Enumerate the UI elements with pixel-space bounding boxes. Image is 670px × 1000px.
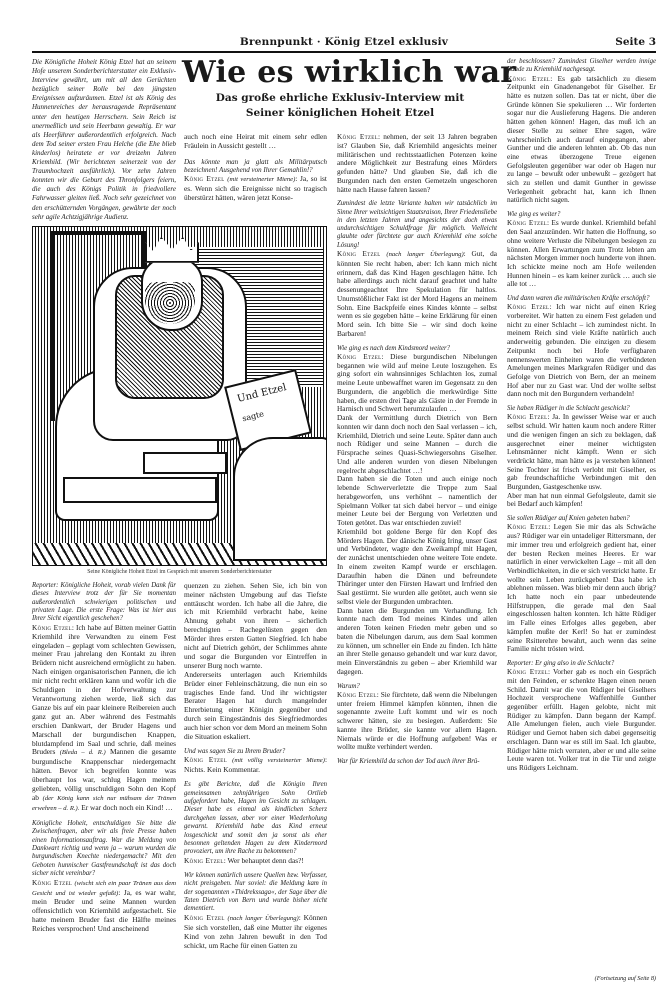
interview-question [32, 820, 176, 879]
question-text: Zumindest die letzte Variante halten wir tatsächlich im Sinne Ihrer weitsichtigen Staatsraison, Ihrer Friedensliebe in den letzten Jahren und angesichts der doch etwas undurchsichtigen Schuldfrage für möglich. Vielleicht glaubte oder fürchtete gar auch Kriemhild eine solche Lösung! [337, 200, 497, 249]
question-text: Reporter: Königliche Hoheit, vorab vielen Dank für dieses Interview trotz der für Sie momentan außerordentlich schwierigen politischen und privaten Lage. Die erste Frage: Was ist hier aus Ihrer Sicht eigentlich geschehen? [32, 581, 176, 623]
column-2-top [184, 133, 327, 203]
column-1-bottom [32, 582, 176, 934]
speaker-label: König Etzel [337, 351, 382, 361]
column-2-bottom [184, 582, 327, 951]
interview-answer: König Etzel: Ich habe auf Bitten meiner Gattin Kriemhild ihre Verwandten zu einem Fest eingeladen – geplagt vom schlechten Gewissen, meiner Frau jahrelang den Kontakt zu ihren Brüdern nicht ausreichend ermöglicht zu haben. Nach einigen organisatorischen Pannen, die ich mir nicht recht erklären kann und wofür ich die Schuldigen in der Hofverwaltung zur Verantwortung ziehen werde, ließ sich das Ganze bis auf ein paar kleinere Reibereien auch ganz gut an. Aber während des Festmahls erschien Dankwart, der Bruder Hagens und Marschall der burgundischen Knappen, blutdampfend im Saal und schrie, daß meines Bruders (Bleda – d. R.) Mannen die gesamte burgundische Knappenschar niedergemacht hätten. Bevor ich begreifen konnte was überhaupt los war, schlug Hagen meinem geliebten, völlig unschuldigen Sohn den Kopf ab (der König kann sich nur mühsam der Tränen erwehren – d. R.). Er war doch noch ein Kind! … [32, 622, 177, 812]
answer-text: Ja, es war wahr, mein Bruder und seine Mannen wurden offensichtlich von Kriemhild aufgestachelt. Sie hatte meinem Bruder fast die Hälfte meines Reiches versprochen! Und anscheinend [32, 887, 176, 934]
speaker-label: König Etzel [507, 218, 548, 228]
article-subtitle-1: Das große ehrliche Exklusiv-Interview mit [215, 92, 465, 104]
page-number: Seite 3 [615, 36, 656, 48]
robe-hem-pattern-lower [63, 477, 217, 503]
scribe-hand-shape [233, 437, 327, 561]
paragraph-text: Aber man hat nun einmal Gefolgsleute, damit sie bei Bedarf auch kämpfen! [507, 490, 656, 509]
paper-text-line2: sagte [241, 408, 265, 424]
section-title: Brennpunkt · König Etzel exklusiv [239, 36, 449, 48]
interview-answer: König Etzel (mit versteinerter Miene): Ja, so ist es. Wenn sich die Ereignisse nicht so tragisch überstürzt hätten, wären jetzt Konse- [184, 174, 327, 202]
speaker-label: König Etzel [184, 912, 225, 922]
answer-text: Wer behauptet denn das?! [227, 855, 304, 865]
interview-answer: König Etzel: Diese burgundischen Nibelungen begannen wie wild auf meine Leute loszugehen. Es ging sofort ein wahnsinniges Schlachten los, zumal meine Leute unbewaffnet waren im Gegensatz zu den Burgundern, die angeblich die merkwürdige Sitte haben, die ersten drei Tage als Gäste in der Fremde in Harnisch und Schwert herumzulaufen … [337, 351, 497, 414]
answer-text: Es gab tatsächlich zu diesem Zeitpunkt ein Gnadenangebot für Giselher. Er hätte es nutzen sollen. Das tat er nicht, über die Gründe können Sie spekulieren … Wir forderten sogar nur die Auslieferung Hagens. Die anderen hätten gehen können! Hagen, das muß ich an dieser Stelle zu seiner Ehre sagen, wäre wahrscheinlich auch darauf eingegangen, aber Gunther und die anderen lehnten ab. Ob das nun eine etwas überzogene Treue eigenen Gefolgsleuten gegenüber war oder ob Hagen nur zu lange – bewußt oder unbewußt – gezögert hat sich zu stellen und damit Gunther in gewisse Verlegenheit gebracht hat, kann ich Ihnen natürlich nicht sagen. [507, 73, 656, 205]
question-text: Wir können natürlich unsere Quellen bzw. Verfasser, nicht preisgeben. Nur soviel: die Meldung kam in der sogenannten »Thidrekssaga«, der Sage über die Taten Dietrich von Bern und wurde bisher nicht dementiert. [184, 871, 327, 913]
question-text: Und dann waren die militärischen Kräfte erschöpft? [507, 295, 650, 303]
running-head [32, 36, 656, 50]
headline-block [182, 55, 517, 120]
speaker-label: König Etzel [507, 412, 548, 422]
paper-text-line1: Und Etzel [236, 381, 288, 405]
answer-text: Ja. In gewisser Weise war er auch selbst schuld. Wir hatten kaum noch andere Ritter und die wenigen fingen an sich zu beklagen, daß ausgerechnet einer meiner wichtigsten Lehnsmänner nicht kämpft. Wenn er sich verdrückt hätte, man hätte es ja verstehen können! Seine Tochter ist frisch verlobt mit Giselher, es gab freundschaftliche Verbindungen mit den Burgunden, Gastgeschenke usw. [507, 412, 656, 492]
interview-answer: König Etzel: Sie fürchtete, daß wenn die Nibelungen unter freiem Himmel kämpfen könnten, ihnen die sogenannte zweite Luft kommt und wir es noch schwerer hätten, sie zu besiegen. Außerdem: Sie kannte ihre Brüder, sie kannte vor allem Hagen. Niemals würde er die Hoffnung aufgeben! Was er wollte mußte verhindert werden. [337, 689, 497, 752]
speaker-label: König Etzel [507, 302, 550, 312]
answer-text: Sie fürchtete, daß wenn die Nibelungen unter freiem Himmel kämpfen könnten, ihnen die sogenannte zweite Luft kommt und wir es noch schwerer hätten, sie zu besiegen. Außerdem: Sie kannte ihre Brüder, sie kannte vor allem Hagen. Niemals würde er die Hoffnung aufgeben! Was er wollte mußte verhindert werden. [337, 689, 497, 752]
interview-answer: König Etzel: Wer behauptet denn das?! [184, 855, 304, 865]
interview-answer: König Etzel: Es gab tatsächlich zu diesem Zeitpunkt ein Gnadenangebot für Giselher. Er hätte es nutzen sollen. Das tat er nicht, über die Gründe können Sie spekulieren … Wir forderten sogar nur die Auslieferung Hagens. Die anderen hätten gehen können! Hagen, das muß ich an dieser Stelle zu seiner Ehre sagen, wäre wahrscheinlich auch darauf eingegangen, aber Gunther und die anderen lehnten ab. Ob das nun eine etwas überzogene Treue eigenen Gefolgsleuten gegenüber war oder ob Hagen nur zu lange – bewußt oder unbewußt – gezögert hat sich zu stellen und damit Gunther in gewisse Verlegenheit gebracht hat, kann ich Ihnen natürlich nicht sagen. [507, 73, 656, 205]
stage-direction: (mit versteinerter Miene) [227, 176, 296, 183]
paragraph-text: Dank der Vermittlung durch Dietrich von Bern konnten wir dann doch noch den Saal verlassen – ich, Kriemhild, Dietrich und seine Leute. Später dann auch noch Rüdiger und seine Mannen – durch die Fürsprache seines Quasi-Schwiegersohns Giselher. Und alle anderen wurden von diesen Nibelungen regelrecht abgeschlachtet …! [337, 413, 497, 475]
question-text: Sie haben Rüdiger in die Schlacht geschickt? [507, 405, 630, 413]
header-divider [32, 51, 656, 53]
interview-question [184, 781, 327, 857]
paragraph-text: Andererseits unterlagen auch Kriemhilds Brüder einer Fehleinschätzung, die nun ein so tragisches Ende fand. Und ihr wichtigster Berater Hagen hat durch mangelnder Ehrerbietung einer Königin gegenüber und durch sein Eingeständnis des Siegfriedmordes auch hier schon vor dem Mord an meinem Sohn die Situation eskaliert. [184, 669, 327, 742]
interview-paragraph [337, 475, 497, 528]
question-text: Es gibt Berichte, daß die Königin Ihren gemeinsamen zehnjährigen Sohn Ortlieb aufgefordert habe, Hagen im Gesicht zu schlagen. Dieser habe es einmal als kindlichen Scherz durchgehen lassen, aber vor einer Wiederholung gewarnt. Kriemhild habe das Kind erneut losgeschickt und somit den ja sonst als eher besonnen geltenden Hagen zu dem Kindermord provoziert, um ihre Rache zu bekommen? [184, 781, 327, 856]
interview-answer: König Etzel: Vorher gab es noch ein Gespräch mit den Feinden, er schenkte Hagen einen neuen Schild. Damit war die von Rüdiger bei Giselhers Hochzeit versprochene Waffenhilfe Gunther gegenüber erfüllt. Hagen gelobte, nicht mit Rüdiger zu kämpfen. Dann begann der Kampf. Alle Amelungen fielen, auch viele Burgunder. Rüdiger und Gernot haben sich dabei gegenseitig erschlagen. Dann war es still im Saal. Ich glaubte, Rüdiger hätte mich verraten, aber er und alle seine Leute waren tot. Volker trat in die Tür und zeigte uns Rüdigers Leichnam. [507, 667, 656, 772]
interview-question [337, 758, 497, 766]
answer-text: Er war doch noch ein Kind! … [81, 802, 173, 812]
speaker-label: König Etzel [337, 249, 381, 259]
question-text: Reporter: Er ging also in die Schlacht? [507, 659, 615, 667]
question-text: Das könnte man ja glatt als Militärputsch bezeichnen! Ausgehend von Ihrer Gemahlin!? [184, 157, 327, 175]
question-text: Wie ging es nach dem Kindsmord weiter? [337, 344, 451, 352]
speaker-label: König Etzel [337, 689, 377, 699]
speaker-label: König Etzel [184, 755, 227, 765]
interview-answer [184, 133, 327, 151]
interview-answer: König Etzel: Legen Sie mir das als Schwäche aus? Rüdiger war ein untadeliger Rittersmann, der mir immer treu und erfolgreich gedient hat, einer der besten Recken meines Heeres. Er war natürlich in einer verwickelten Lage – mit all den Verbindlichkeiten, in die er sich verstrickt hatte. Er wollte sein Leben zurückgeben! Das habe ich ablehnen müssen. Was blieb mir denn auch übrig? Ich hatte noch ein paar unbedeutende Hilfstruppen, die gerade mal den Saal eingeschlossen halten konnten. Ich hätte Rüdiger im Falle eines Erfolges alles gegeben, aber kämpfen mußte der Kerl! So hat er zumindest seine Rsitterehre bewahrt, auch wenn das seine Familie nicht trösten wird. [507, 522, 656, 654]
answer-text: Ich war nicht auf einen Krieg vorbereitet. Wir hatten zu einem Fest geladen und nicht zu einer Schlacht – ich zumindest nicht. In meinem Reich sind viele Kräfte natürlich auch anderweitig gebunden. Die einzigen zu diesem Zeitpunkt noch bei Hofe verfügbaren nennenswerten Einheiten waren die verbündeten Amelungen meines Markgrafen Rüdiger und das Gefolge von Dietrich von Bern, der an meinem Hof aber nur zu Gast war. Und der wollte selbst dann noch mit den Burgundern verhandeln! [507, 302, 656, 399]
answer-text: nehmen, der seit 13 Jahren begraben ist? Glauben Sie, daß Kriemhild angesichts meiner militärischen und rechtsstaatlichen Potenzen keine andere Möglichkeit zur Bestrafung eines Mörders gefunden hätte? Und glauben Sie, daß ich die Burgunden nach den ersten Gemetzeln ungeschoren hätte nach Hause fahren lassen? [337, 132, 497, 194]
interview-question [184, 872, 327, 914]
intro-text: Die Königliche Hoheit König Etzel hat an seinem Hofe unserem Sonderberichterstatter ein Exklusiv-Interview gewährt, um mit all den Gerüchten bezüglich seiner Rolle bei den jüngsten Ereignissen aufzuräumen. Etzel ist als König des Hunnenreiches der herausragende Repräsentant unter den heutigen Herrschern. Sein Reich ist unermeßlich und sein Heerbann gewaltig. Er war als Heerführer außerordentlich erfolgreich. Nach dem Tod seiner ersten Frau Helche (die Ehe blieb kinderlos) heiratete er vor dreizehn Jahren Kriemhild. (Wir berichteten seinerzeit von der Traumhochzeit ausführlich). Vor zehn Jahren konnten wir die Geburt des Thronfolgers feiern, die auch des Königs Politik in friedvollere Fahrwasser gleiten ließ. Noch sehr gezeichnet von den erschütternden Vorgängen, gewährte der noch sehr agile Achtzigjährige Audienz. [32, 58, 176, 221]
answer-text: Ich habe auf Bitten meiner Gattin Kriemhild ihre Verwandten zu einem Fest eingeladen – geplagt vom schlechten Gewissen, meiner Frau jahrelang den Kontakt zu ihren Brüdern nicht ausreichend ermöglicht zu haben. Nach einigen organisatorischen Pannen, die ich mir nicht recht erklären kann und wofür ich die Schuldigen in der Hofverwaltung zur Verantwortung ziehen werde, ließ sich das Ganze bis auf ein paar kleinere Reibereien auch ganz gut an. Aber während des Festmahls erschien Dankwart, der Bruder Hagens und Marschall der burgundischen Knappen, blutdampfend im Saal und schrie, daß meines Bruders [32, 622, 177, 757]
question-text: der beschlossen? Zumindest Giselher werden innige Bande zu Kriemhild nachgesagt. [507, 58, 656, 74]
interview-paragraph [507, 492, 656, 509]
answer-text: Können Sie sich vorstellen, daß eine Mutter ihr eigenes Kind von zehn Jahren bewußt in den Tod schickt, um Rache für einen Gatten zu [184, 912, 328, 950]
question-text: Sie sollen Rüdiger auf Knien gebeten haben? [507, 515, 630, 523]
answer-text: Es wurde dunkel. Kriemhild befahl den Saal anzuzünden. Wir hatten die Hoffnung, so ohne weitere Verluste die Nibelungen besiegen zu können. Allen Erwartungen zum Trotz lebten am nächsten Morgen immer noch hunderte von ihnen. Ich schickte meine noch am Hofe weilenden Hunnen hinein – es kam keiner zurück … auch sie alle tot … [507, 218, 656, 289]
answer-text: Legen Sie mir das als Schwäche aus? Rüdiger war ein untadeliger Rittersmann, der mir immer treu und erfolgreich gedient hat, einer der besten Recken meines Heeres. Er war natürlich in einer verwickelten Lage – mit all den Verbindlichkeiten, in die er sich verstrickt hatte. Er wollte sein Leben zurückgeben! Das habe ich ablehnen müssen. Was blieb mir denn auch übrig? Ich hatte noch ein paar unbedeutende Hilfstruppen, die gerade mal den Saal eingeschlossen halten konnten. Ich hätte Rüdiger im Falle eines Erfolges alles gegeben, aber kämpfen mußte der Kerl! So hat er zumindest seine Rsitterehre bewahrt, auch wenn das seine Familie nicht trösten wird. [507, 522, 656, 654]
speaker-label: König Etzel [507, 667, 548, 677]
stage-direction: (wischt sich ein paar Tränen aus dem Gesicht und ist wieder gefaßt) [32, 879, 176, 897]
interview-answer: König Etzel (wischt sich ein paar Tränen aus dem Gesicht und ist wieder gefaßt): Ja, es war wahr, mein Bruder und seine Mannen wurden offensichtlich von Kriemhild aufgestachelt. Sie hatte meinem Bruder fast die Hälfte meines Reiches versprochen! Und anscheinend [32, 877, 176, 934]
interview-answer: König Etzel: Ich war nicht auf einen Krieg vorbereitet. Wir hatten zu einem Fest geladen und nicht zu einer Schlacht – ich zumindest nicht. In meinem Reich sind viele Kräfte natürlich auch anderweitig gebunden. Die einzigen zu diesem Zeitpunkt noch bei Hofe verfügbaren nennenswerten Einheiten waren die verbündeten Amelungen meines Markgrafen Rüdiger und das Gefolge von Dietrich von Bern, der an meinem Hof aber nur zu Gast war. Und der wollte selbst dann noch mit den Burgundern verhandeln! [507, 302, 656, 399]
interview-paragraph [184, 582, 327, 671]
answer-text: Vorher gab es noch ein Gespräch mit den Feinden, er schenkte Hagen einen neuen Schild. Damit war die von Rüdiger bei Giselhers Hochzeit versprochene Waffenhilfe Gunther gegenüber erfüllt. Hagen gelobte, nicht mit Rüdiger zu kämpfen. Dann begann der Kampf. Alle Amelungen fielen, auch viele Burgunder. Rüdiger und Gernot haben sich dabei gegenseitig erschlagen. Dann war es still im Saal. Ich glaubte, Rüdiger hätte mich verraten, aber er und alle seine Leute waren tot. Volker trat in die Tür und zeigte uns Rüdigers Leichnam. [507, 667, 656, 772]
interview-question [184, 158, 327, 175]
speaker-label: König Etzel [32, 877, 73, 887]
illustration-caption: Seine Königliche Hoheit Etzel im Gespräch mit unserem Sonderberichterstatter [87, 568, 272, 575]
interview-question [32, 582, 176, 624]
paragraph-text: Dann haben sie die Toten und auch einige noch lebende Schwerverletzte die Treppe zum Saal herabgeworfen, uns verhöhnt – namentlich der Spielmann Volker tat sich dabei hervor – und einige meiner Leute bei der Bergung von Verletzten und Toten getötet. Das war entschieden zuviel! [337, 474, 497, 528]
continuation-note: (Fortsetzung auf Seite 8) [594, 975, 656, 982]
stage-direction: (mit völlig versteinerter Miene) [232, 757, 325, 765]
paragraph-text: Dann baten die Burgunden um Verhandlung. Ich konnte nach dem Tod meines Kindes und allen anderen Toten keinen Frieden mehr geben und so baten die Nibelungen darum, aus dem Saal kommen zu können, um schneller ein Ende zu finden. Ich hätte an ihrer Stelle genauso gehandelt und war kurz davor, mein Einverständnis zu geben – aber Kriemhild war dagegen. [337, 605, 497, 676]
illustration-king-etzel [32, 226, 327, 566]
question-text: Königliche Hoheit, entschuldigen Sie bitte die Zwischenfragen, aber wir als freie Presse haben einen Informationsauftrag. War die Meldung von Dankwart richtig und wenn ja – warum wurden die burgundischen Knechte niedergemacht? Mit den Geboten hunnischer Gastfreundschaft ist das doch sicher nicht vereinbar? [32, 819, 176, 878]
answer-text: auch noch eine Heirat mit einem sehr edlen Fräulein in Aussicht gestellt … [184, 132, 327, 150]
question-text: War für Kriemhild da schon der Tod auch ihrer Brü- [337, 758, 480, 766]
speaker-label: König Etzel [184, 855, 224, 865]
interview-answer: König Etzel (nach langer Überlegung): Gut, da könnten Sie recht haben, aber: Ich kann mich nicht erinnern, daß das Kind Hagen geschlagen hätte. Ich habe allerdings auch nicht darauf geachtet und halte dessenungeachtet Ihre Spekulation für haltlos. Unumstößlicher Fakt ist der Mord Hagens an meinem Sohn. Eine Backpfeife eines Kindes könnte – selbst wenn es sie gegeben hätte – keine Erklärung für einen Mord sein. Ich bitte Sie – wir sind doch keine Barbaren! [337, 249, 498, 338]
interview-answer: König Etzel: Ja. In gewisser Weise war er auch selbst schuld. Wir hatten kaum noch andere Ritter und die wenigen fingen an sich zu beklagen, daß ausgerechnet einer meiner wichtigsten Lehnsmänner nicht kämpft. Wenn er sich verdrückt hätte, man hätte es ja verstehen können! Seine Tochter ist frisch verlobt mit Giselher, es gab freundschaftliche Verbindungen mit den Burgunden, Gastgeschenke usw. [507, 412, 656, 492]
speaker-label: König Etzel [184, 174, 225, 183]
answer-text: Gut, da könnten Sie recht haben, aber: Ich kann mich nicht erinnern, daß das Kind Hagen geschlagen hätte. Ich habe allerdings auch nicht darauf geachtet und halte dessenungeachtet Ihre Spekulation für haltlos. Unumstößlicher Fakt ist der Mord Hagens an meinem Sohn. Eine Backpfeife eines Kindes könnte – selbst wenn es sie gegeben hätte – keine Erklärung für einen Mord sein. Ich bitte Sie – wir sind doch keine Barbaren! [337, 249, 498, 338]
interview-answer: König Etzel (mit völlig versteinerter Miene): Nichts. Kein Kommentar. [184, 755, 327, 775]
interview-answer: König Etzel: nehmen, der seit 13 Jahren begraben ist? Glauben Sie, daß Kriemhild angesichts meiner militärischen und rechtsstaatlichen Potenzen keine andere Möglichkeit zur Bestrafung eines Mörders gefunden hätte? Und glauben Sie, daß ich die Burgunden nach den ersten Gemetzeln ungeschoren hätte nach Hause fahren lassen? [337, 132, 497, 194]
interview-paragraph [337, 528, 497, 607]
speaker-label: König Etzel [507, 73, 551, 83]
interview-question [507, 58, 656, 75]
column-4 [507, 58, 656, 773]
question-text: Warum? [337, 682, 360, 690]
interview-paragraph [337, 607, 497, 677]
robe-hem-pattern [143, 452, 227, 474]
article-subtitle-2: Seiner königlichen Hoheit Etzel [245, 107, 435, 119]
interview-paragraph [337, 414, 497, 475]
interview-paragraph [184, 671, 327, 742]
column-3 [337, 133, 497, 766]
paragraph-text: Kriemhild bot goldene Berge für den Kopf des Mörders Hagen. Der dänische König Iring, unser Gast und Verbündeter, wagte den Zweikampf mit Hagen, der zunächst unentschieden ohne weitere Tote endete. In einem zweiten Kampf wurde er erschlagen. Daraufhin haben die Dänen und befreundete Thüringer unter den Fürsten Hawart und Irnfried den Saal gestürmt. Sie wurden alle getötet, auch wenn sie selbst viele der Burgunden umbrachten. [337, 526, 497, 606]
speaker-label: König Etzel [337, 132, 378, 141]
interview-answer: König Etzel (nach langer Überlegung): Können Sie sich vorstellen, daß eine Mutter ihr eigenes Kind von zehn Jahren bewußt in den Tod schickt, um Rache für einen Gatten zu [184, 912, 328, 950]
answer-text: Nichts. Kein Kommentar. [184, 765, 260, 775]
article-title: Wie es wirklich war [182, 55, 517, 90]
speaker-label: König Etzel [32, 622, 72, 632]
paragraph-text: quenzen zu ziehen. Sehen Sie, ich bin von meiner nächsten Umgebung auf das Tiefste enttäuscht worden. Ich habe all die Jahre, die ich mit Kriemhild verbracht habe, keine Ahnung gehabt von ihren – sicherlich berechtigten – Rachegelüsten gegen den Mörder ihres ersten Gatten Siegfried. Ich habe nicht auf Dietrich gehört, der Schlimmes ahnte und sogar die Burgunden vor Eintreffen in unserer Burg noch warnte. [184, 580, 327, 670]
question-text: Und was sagen Sie zu Ihrem Bruder? [184, 748, 286, 755]
answer-text: Ja, so ist es. Wenn sich die Ereignisse nicht so tragisch überstürzt hätten, wären jetzt Konse- [184, 174, 327, 202]
answer-text: Mannen die gesamte burgundische Knappenschar niedergemacht hätten. Bevor ich begreifen konnte was überhaupt los war, schlug Hagen meinem geliebten, völlig unschuldigen Sohn den Kopf ab [32, 747, 176, 802]
interview-answer: König Etzel: Es wurde dunkel. Kriemhild befahl den Saal anzuzünden. Wir hatten die Hoffnung, so ohne weitere Verluste die Nibelungen besiegen zu können. Allen Erwartungen zum Trotz lebten am nächsten Morgen immer noch hunderte von ihnen. Ich schickte meine noch am Hofe weilenden Hunnen hinein – es kam keiner zurück … auch sie alle tot … [507, 218, 656, 289]
stage-direction: (nach langer Überlegung) [386, 251, 464, 259]
stage-direction: (Bleda – d. R.) [59, 749, 106, 757]
interview-question [337, 200, 497, 250]
question-text: Wie ging es weiter? [507, 211, 561, 219]
stage-direction: (der König kann sich nur mühsam der Tränen erwehren – d. R.). [32, 794, 176, 812]
stage-direction: (nach langer Überlegung) [227, 914, 299, 922]
answer-text: Diese burgundischen Nibelungen begannen wie wild auf meine Leute loszugehen. Es ging sofort ein wahnsinniges Schlachten los, zumal meine Leute unbewaffnet waren im Gegensatz zu den Burgundern, die angeblich die merkwürdige Sitte haben, die ersten drei Tage als Gäste in der Fremde in Harnisch und Schwert herumzulaufen … [337, 351, 497, 414]
speaker-label: König Etzel [507, 522, 549, 532]
